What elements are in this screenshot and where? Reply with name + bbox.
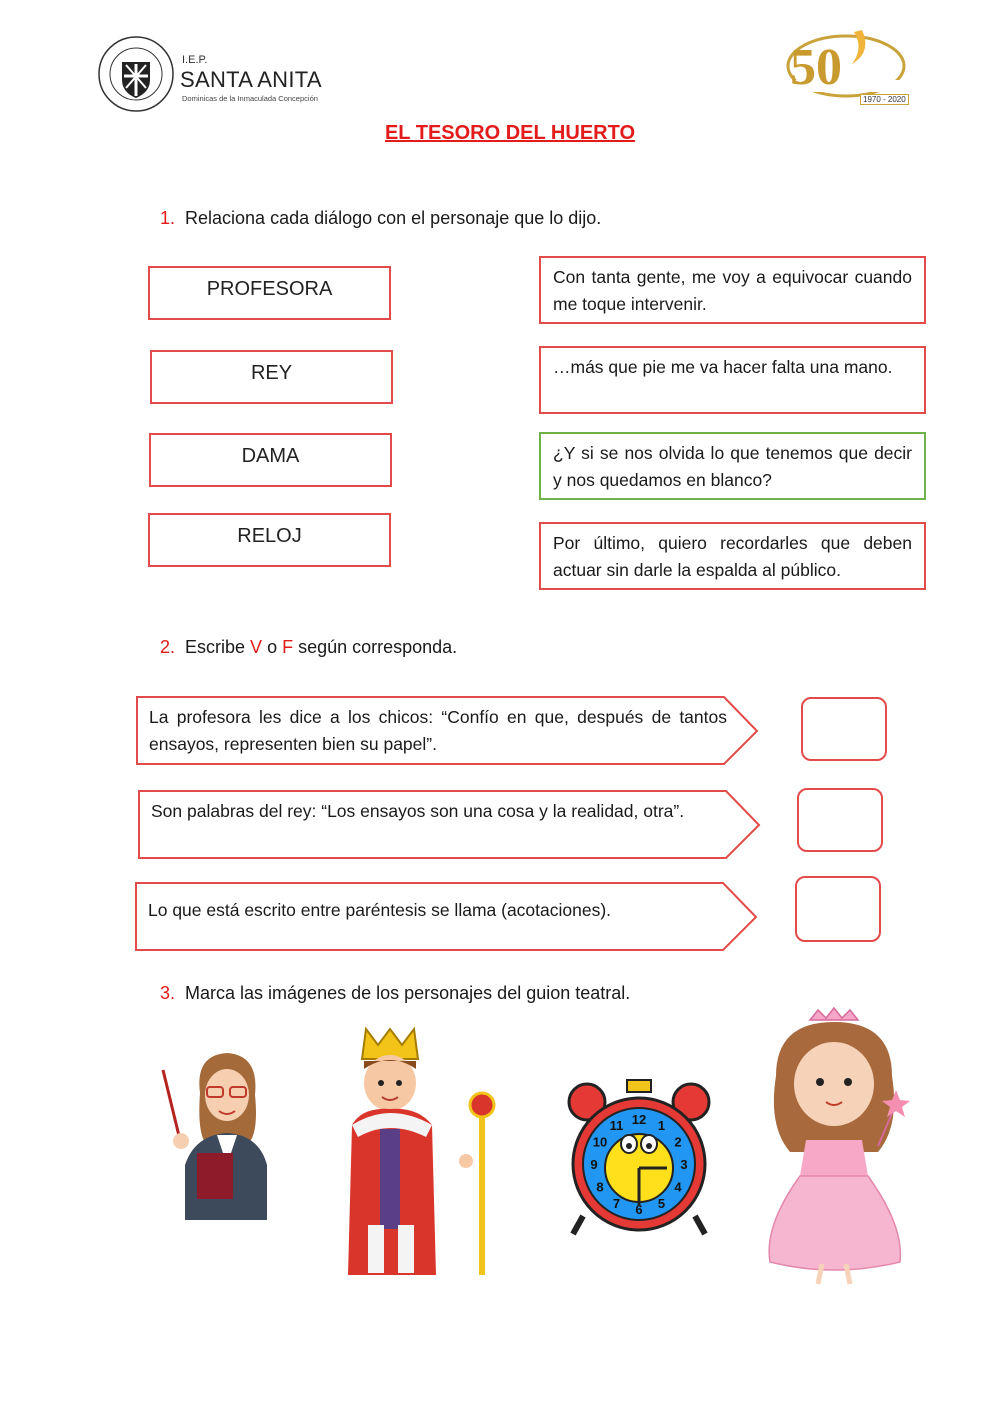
statement-3: Lo que está escrito entre paréntesis se llama (acotaciones). (148, 900, 612, 920)
anniversary-number: 50 (790, 39, 842, 96)
statement-1: La profesora les dice a los chicos: “Confío en que, después de tantos ensayos, representen bien su papel”. (149, 707, 727, 754)
question-1-number: 1. (160, 208, 176, 228)
question-1-instruction: Relaciona cada diálogo con el personaje que lo dijo. (185, 208, 602, 228)
false-letter: F (282, 637, 294, 657)
character-box-dama[interactable]: DAMA (149, 433, 392, 487)
dialogue-box-4[interactable]: Por último, quiero recordarles que deben actuar sin darle la espalda al público. (539, 522, 926, 590)
answer-box-2[interactable] (797, 788, 883, 852)
clock-number: 4 (674, 1179, 682, 1195)
character-box-profesora[interactable]: PROFESORA (148, 266, 391, 320)
school-name: SANTA ANITA (180, 67, 322, 92)
alarm-clock-image[interactable] (553, 1076, 725, 1244)
page-title: EL TESORO DEL HUERTO (384, 122, 636, 144)
clock-number: 3 (680, 1157, 688, 1172)
statement-arrow-1 (136, 696, 760, 766)
princess-image[interactable] (760, 1006, 910, 1288)
clock-number: 12 (631, 1112, 647, 1127)
dialogue-box-2[interactable]: …más que pie me va hacer falta una mano. (539, 346, 926, 414)
school-subtitle: Dominicas de la Inmaculada Concepción (182, 94, 318, 103)
character-box-reloj[interactable]: RELOJ (148, 513, 391, 567)
question-2 (160, 637, 457, 658)
clock-number: 9 (590, 1157, 598, 1172)
school-seal-icon (96, 34, 176, 114)
clock-number: 6 (635, 1202, 643, 1217)
question-2-text-b: según corresponda. (293, 637, 458, 657)
clock-number: 1 (657, 1118, 666, 1134)
statement-arrow-2 (138, 790, 762, 860)
character-box-rey[interactable]: REY (150, 350, 393, 404)
answer-box-3[interactable] (795, 876, 881, 942)
school-logo (96, 34, 336, 114)
statement-arrow-3 (135, 882, 759, 952)
clock-number: 7 (612, 1195, 621, 1211)
teacher-image[interactable] (155, 1045, 275, 1220)
question-3-instruction: Marca las imágenes de los personajes del guion teatral. (185, 983, 631, 1003)
anniversary-years: 1970 - 2020 (860, 94, 909, 105)
true-letter: V (250, 637, 263, 657)
clock-number: 10 (592, 1134, 608, 1150)
school-prefix: I.E.P. (182, 54, 208, 66)
question-2-text-a: Escribe (185, 637, 251, 657)
question-3-number: 3. (160, 983, 176, 1003)
dialogue-box-3[interactable]: ¿Y si se nos olvida lo que tenemos que decir y nos quedamos en blanco? (539, 432, 926, 500)
clock-number: 8 (596, 1179, 604, 1195)
answer-box-1[interactable] (801, 697, 887, 761)
question-3 (160, 983, 630, 1004)
anniversary-logo (782, 18, 910, 110)
question-2-number: 2. (160, 637, 176, 657)
dialogue-box-1[interactable]: Con tanta gente, me voy a equivocar cuando me toque intervenir. (539, 256, 926, 324)
question-1 (160, 208, 601, 229)
statement-2: Son palabras del rey: “Los ensayos son una cosa y la realidad, otra”. (151, 801, 685, 821)
clock-number: 11 (609, 1118, 624, 1134)
king-image[interactable] (342, 1025, 502, 1280)
clock-number: 5 (657, 1195, 666, 1211)
clock-number: 2 (674, 1134, 682, 1150)
question-2-or: o (262, 637, 283, 657)
